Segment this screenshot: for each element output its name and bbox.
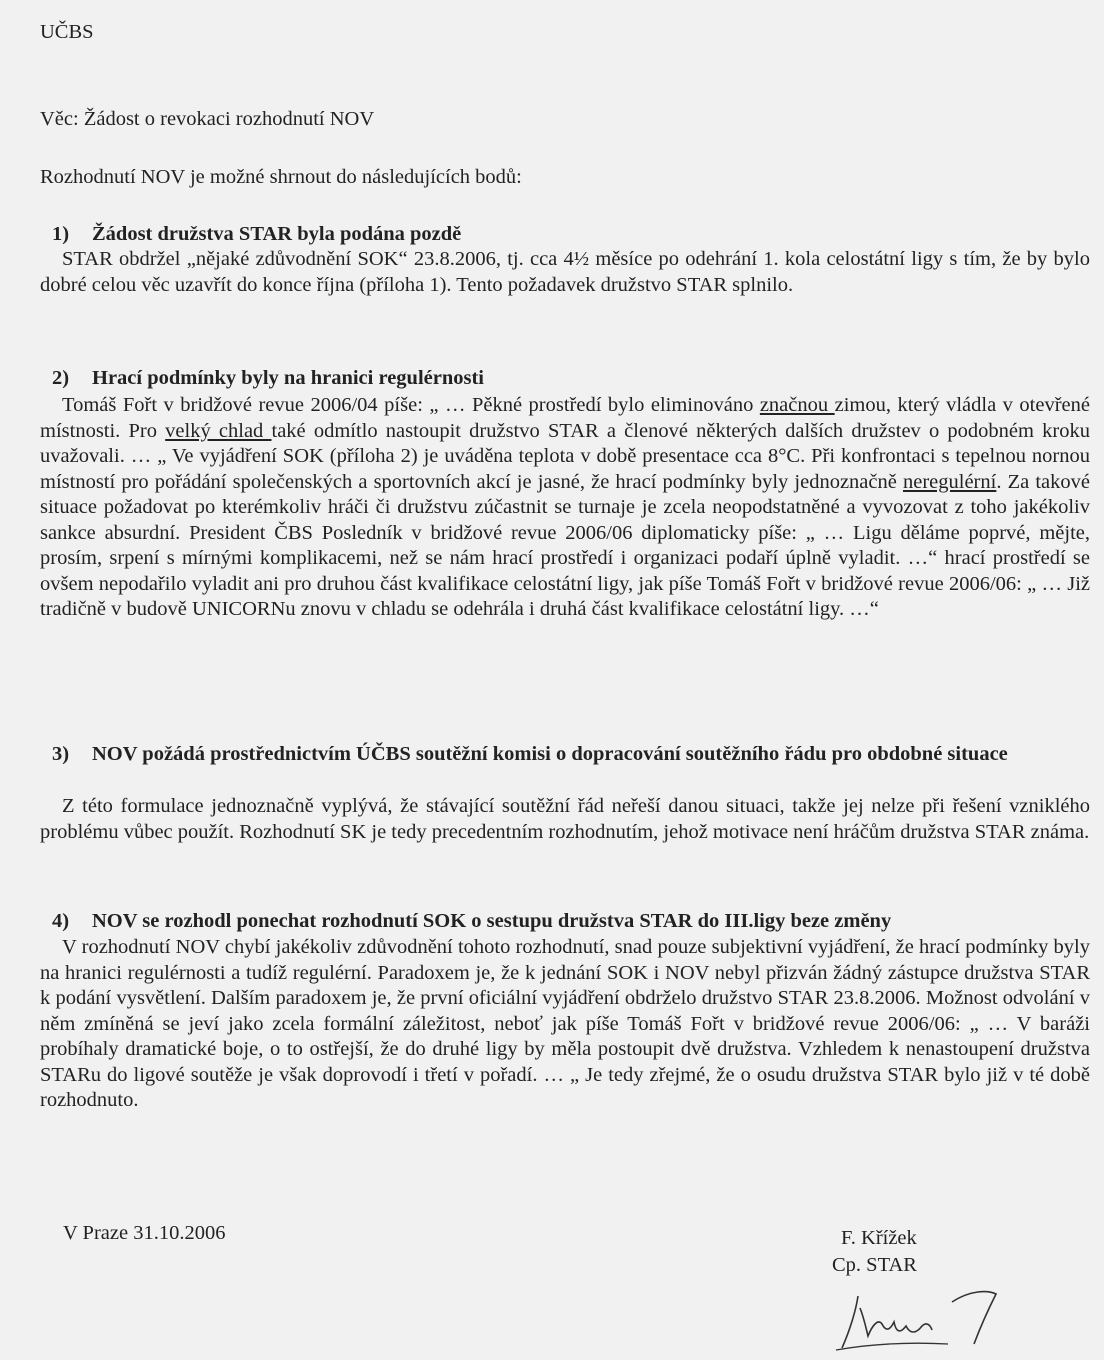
signer-block <box>832 1225 917 1279</box>
point-1-number: 1) <box>52 223 70 245</box>
point-1-title: Žádost družstva STAR byla podána pozdě <box>92 223 462 245</box>
point-2-text: . Za takové situace požadovat po kterémkoliv hráči či družstvu zúčastnit se turnaje je zcela neopodstatněné a vyvozovat z toho jakékoliv sankce absurdní. President ČBS Posledník v bridžové revue 2006/06 diplomaticky píše: „ … Ligu děláme poprvé, mějte, prosím, srpení s mírnými komplikacemi, než se nám hrací prostředí i organizaci podaří úplně vyladit. …“ hrací prostředí se ovšem nepodařilo vyladit ani pro druhou část kvalifikace celostátní ligy, jak píše Tomáš Fořt v bridžové revue 2006/06: „ … Již tradičně v budově UNICORNu znovu v chladu se odehrála i druhá část kvalifikace celostátní ligy. …“ <box>40 470 1090 620</box>
underlined-phrase: velký chlad <box>165 419 272 442</box>
handwritten-signature <box>820 1282 1010 1354</box>
point-3-title: NOV požádá prostřednictvím ÚČBS soutěžní komisi o dopracování soutěžního řádu pro obdobné situace <box>92 743 1008 765</box>
point-3-number: 3) <box>52 743 70 765</box>
point-2-text: zimou, který vládla v otevřené místnosti. Pro <box>40 394 1090 442</box>
point-2-title: Hrací podmínky byly na hranici regulérnosti <box>92 367 485 389</box>
point-1-heading <box>52 222 1062 248</box>
point-1-body: STAR obdržel „nějaké zdůvodnění SOK“ 23.8.2006, tj. cca 4½ měsíce po odehrání 1. kola celostátní ligy s tím, že by bylo dobré celou věc uzavřít do konce října (příloha 1). Tento požadavek družstvo STAR splnilo. <box>40 248 1090 296</box>
point-2-text: Tomáš Fořt v bridžové revue 2006/04 píše: „ … Pěkné prostředí bylo eliminováno <box>62 394 760 416</box>
intro-paragraph: Rozhodnutí NOV je možné shrnout do následujících bodů: <box>40 166 522 188</box>
signer-name: F. Křížek <box>841 1227 917 1249</box>
organization-header: UČBS <box>40 21 94 43</box>
point-2-text: také odmítlo nastoupit družstvo STAR a členové některých dalších družstev o podobném kroku uvažovali. … „ Ve vyjádření SOK (příloha 2) je uváděna teplota v době presentace cca 8°C. Při konfrontaci s tepelnou nornou místností pro pořádání společenských a sportovních akcí je jasné, že hrací podmínky byly jednoznačně <box>40 419 1090 493</box>
point-2-heading <box>52 366 1062 392</box>
point-2-number: 2) <box>52 367 70 389</box>
point-3-heading <box>52 742 1062 768</box>
point-4-number: 4) <box>52 910 70 932</box>
place-date: V Praze 31.10.2006 <box>63 1222 226 1244</box>
underlined-phrase: neregulérní <box>902 470 997 493</box>
point-2-body <box>40 393 1090 623</box>
point-3-body: Z této formulace jednoznačně vyplývá, že stávající soutěžní řád neřeší danou situaci, takže jej nelze při řešení vzniklého problému vůbec použít. Rozhodnutí SK je tedy precedentním rozhodnutím, jehož motivace není hráčům družstva STAR známa. <box>40 795 1090 843</box>
point-4-heading <box>52 909 1062 935</box>
signer-role: Cp. STAR <box>832 1254 917 1276</box>
underlined-phrase: značnou <box>759 394 835 416</box>
subject-line: Věc: Žádost o revokaci rozhodnutí NOV <box>40 108 375 130</box>
point-4-body: V rozhodnutí NOV chybí jakékoliv zdůvodnění tohoto rozhodnutí, snad pouze subjektivní vyjádření, že hrací podmínky byly na hranici regulérnosti a tudíž regulérní. Paradoxem je, že k jednání SOK i NOV nebyl přizván žádný zástupce družstva STAR k podání vysvětlení. Dalším paradoxem je, že první oficiální vyjádření obdrželo družstvo STAR 23.8.2006. Možnost odvolání v něm zmíněná se jeví jako zcela formální záležitost, neboť jak píše Tomáš Fořt v bridžové revue 2006/06: „ … V baráži probíhaly dramatické boje, o to ostřejší, že do druhé ligy by měla postoupit dvě družstva. Vzhledem k nenastoupení družstva STARu do ligové soutěže je však doprovodí i třetí v pořadí. … „ Je tedy zřejmé, že o osudu družstva STAR bylo již v té době rozhodnuto. <box>40 936 1090 1111</box>
point-4-title: NOV se rozhodl ponechat rozhodnutí SOK o sestupu družstva STAR do III.ligy beze změny <box>92 910 892 932</box>
